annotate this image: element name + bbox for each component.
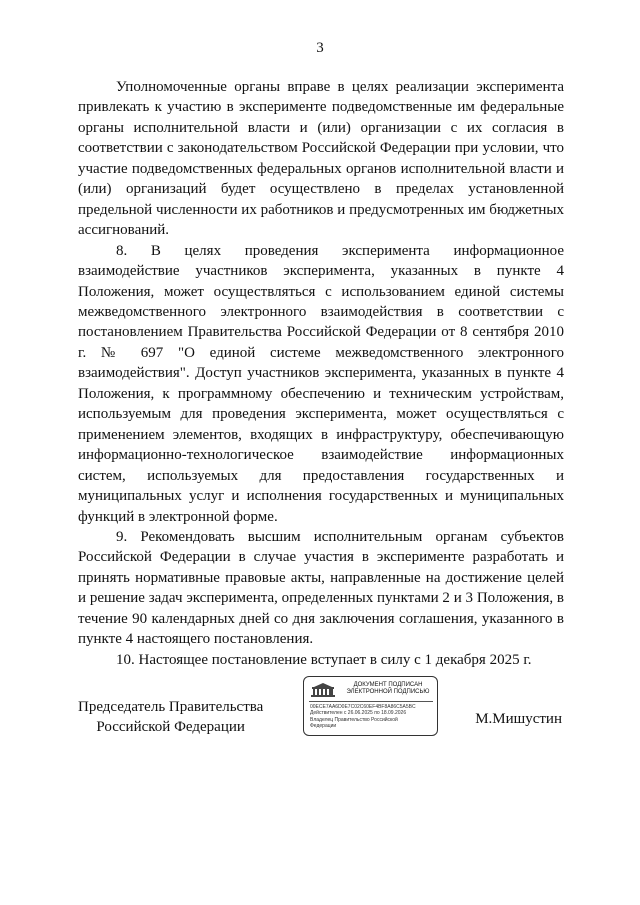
stamp-title-line-1: ДОКУМЕНТ ПОДПИСАН [353, 682, 423, 688]
paragraph-item-8: 8. В целях проведения эксперимента информационное взаимодействие участников эксперимента, указанных в пункте 4 Положения, может осуществляться с использованием единой системы межведомственного электронного взаимодействия в соответствии с постановлением Правительства Российской Федерации от 8 сентября 2010 г. № 697 "О единой системе межведомственного электронного взаимодействия". Доступ участников эксперимента, указанных в пункте 4 Положения, к программному обеспечению и техническим устройствам, используемым для проведения эксперимента, может осуществляться с применением элементов, входящих в инфраструктуру, обеспечивающую информационно-технологическое взаимодействие информационных систем, используемых для предоставления государственных и муниципальных услуг и исполнения государственных и муниципальных функций в электронной форме. [78, 242, 564, 525]
signature-block [78, 682, 564, 747]
stamp-owner-line-2: Федерации [310, 722, 337, 729]
stamp-validity: Действителен с 26.06.2025 по 18.09.2026 [310, 710, 407, 717]
paragraph-authorized-bodies: Уполномоченные органы вправе в целях реализации эксперимента привлекать к участию в эксперименте подведомственные им федеральные органы исполнительной власти и (или) организации с их согласия в соответствии с законодательством Российской Федерации при условии, что участие подведомственных федеральных органов исполнительной власти и (или) организаций будет осуществлено в пределах установленной предельной численности их работников и предусмотренных им бюджетных ассигнований. [78, 79, 564, 239]
stamp-title-line-2: ЭЛЕКТРОННОЙ ПОДПИСЬЮ [346, 689, 430, 695]
electronic-signature-stamp [303, 676, 438, 736]
stamp-details [310, 704, 435, 729]
stamp-title [342, 682, 434, 696]
paragraph-item-9: 9. Рекомендовать высшим исполнительным органам субъектов Российской Федерации в случае участия в эксперименте разработать и принять нормативные правовые акты, направленные на достижение целей и решение задач эксперимента, определенных пунктами 2 и 3 Положения, в течение 90 календарных дней со дня заключения соглашения, указанного в пункте 4 настоящего постановления. [78, 528, 564, 648]
government-building-icon [310, 682, 336, 698]
paragraph-item-10: 10. Настоящее постановление вступает в силу с 1 декабря 2025 г. [116, 651, 532, 668]
document-body [78, 77, 564, 670]
signatory-name: М.Мишустин [475, 711, 562, 727]
position-line-2: Российской Федерации [96, 719, 245, 735]
position-line-1: Председатель Правительства [78, 699, 264, 715]
stamp-certificate: 00ECE7AA6D0E7C02C60EF4BF8A86C5A5BC [310, 704, 416, 710]
stamp-divider [309, 701, 433, 702]
stamp-owner-line-1: Владелец Правительство Российской [310, 716, 398, 723]
page-number: 3 [316, 40, 324, 56]
signatory-position [78, 697, 263, 737]
